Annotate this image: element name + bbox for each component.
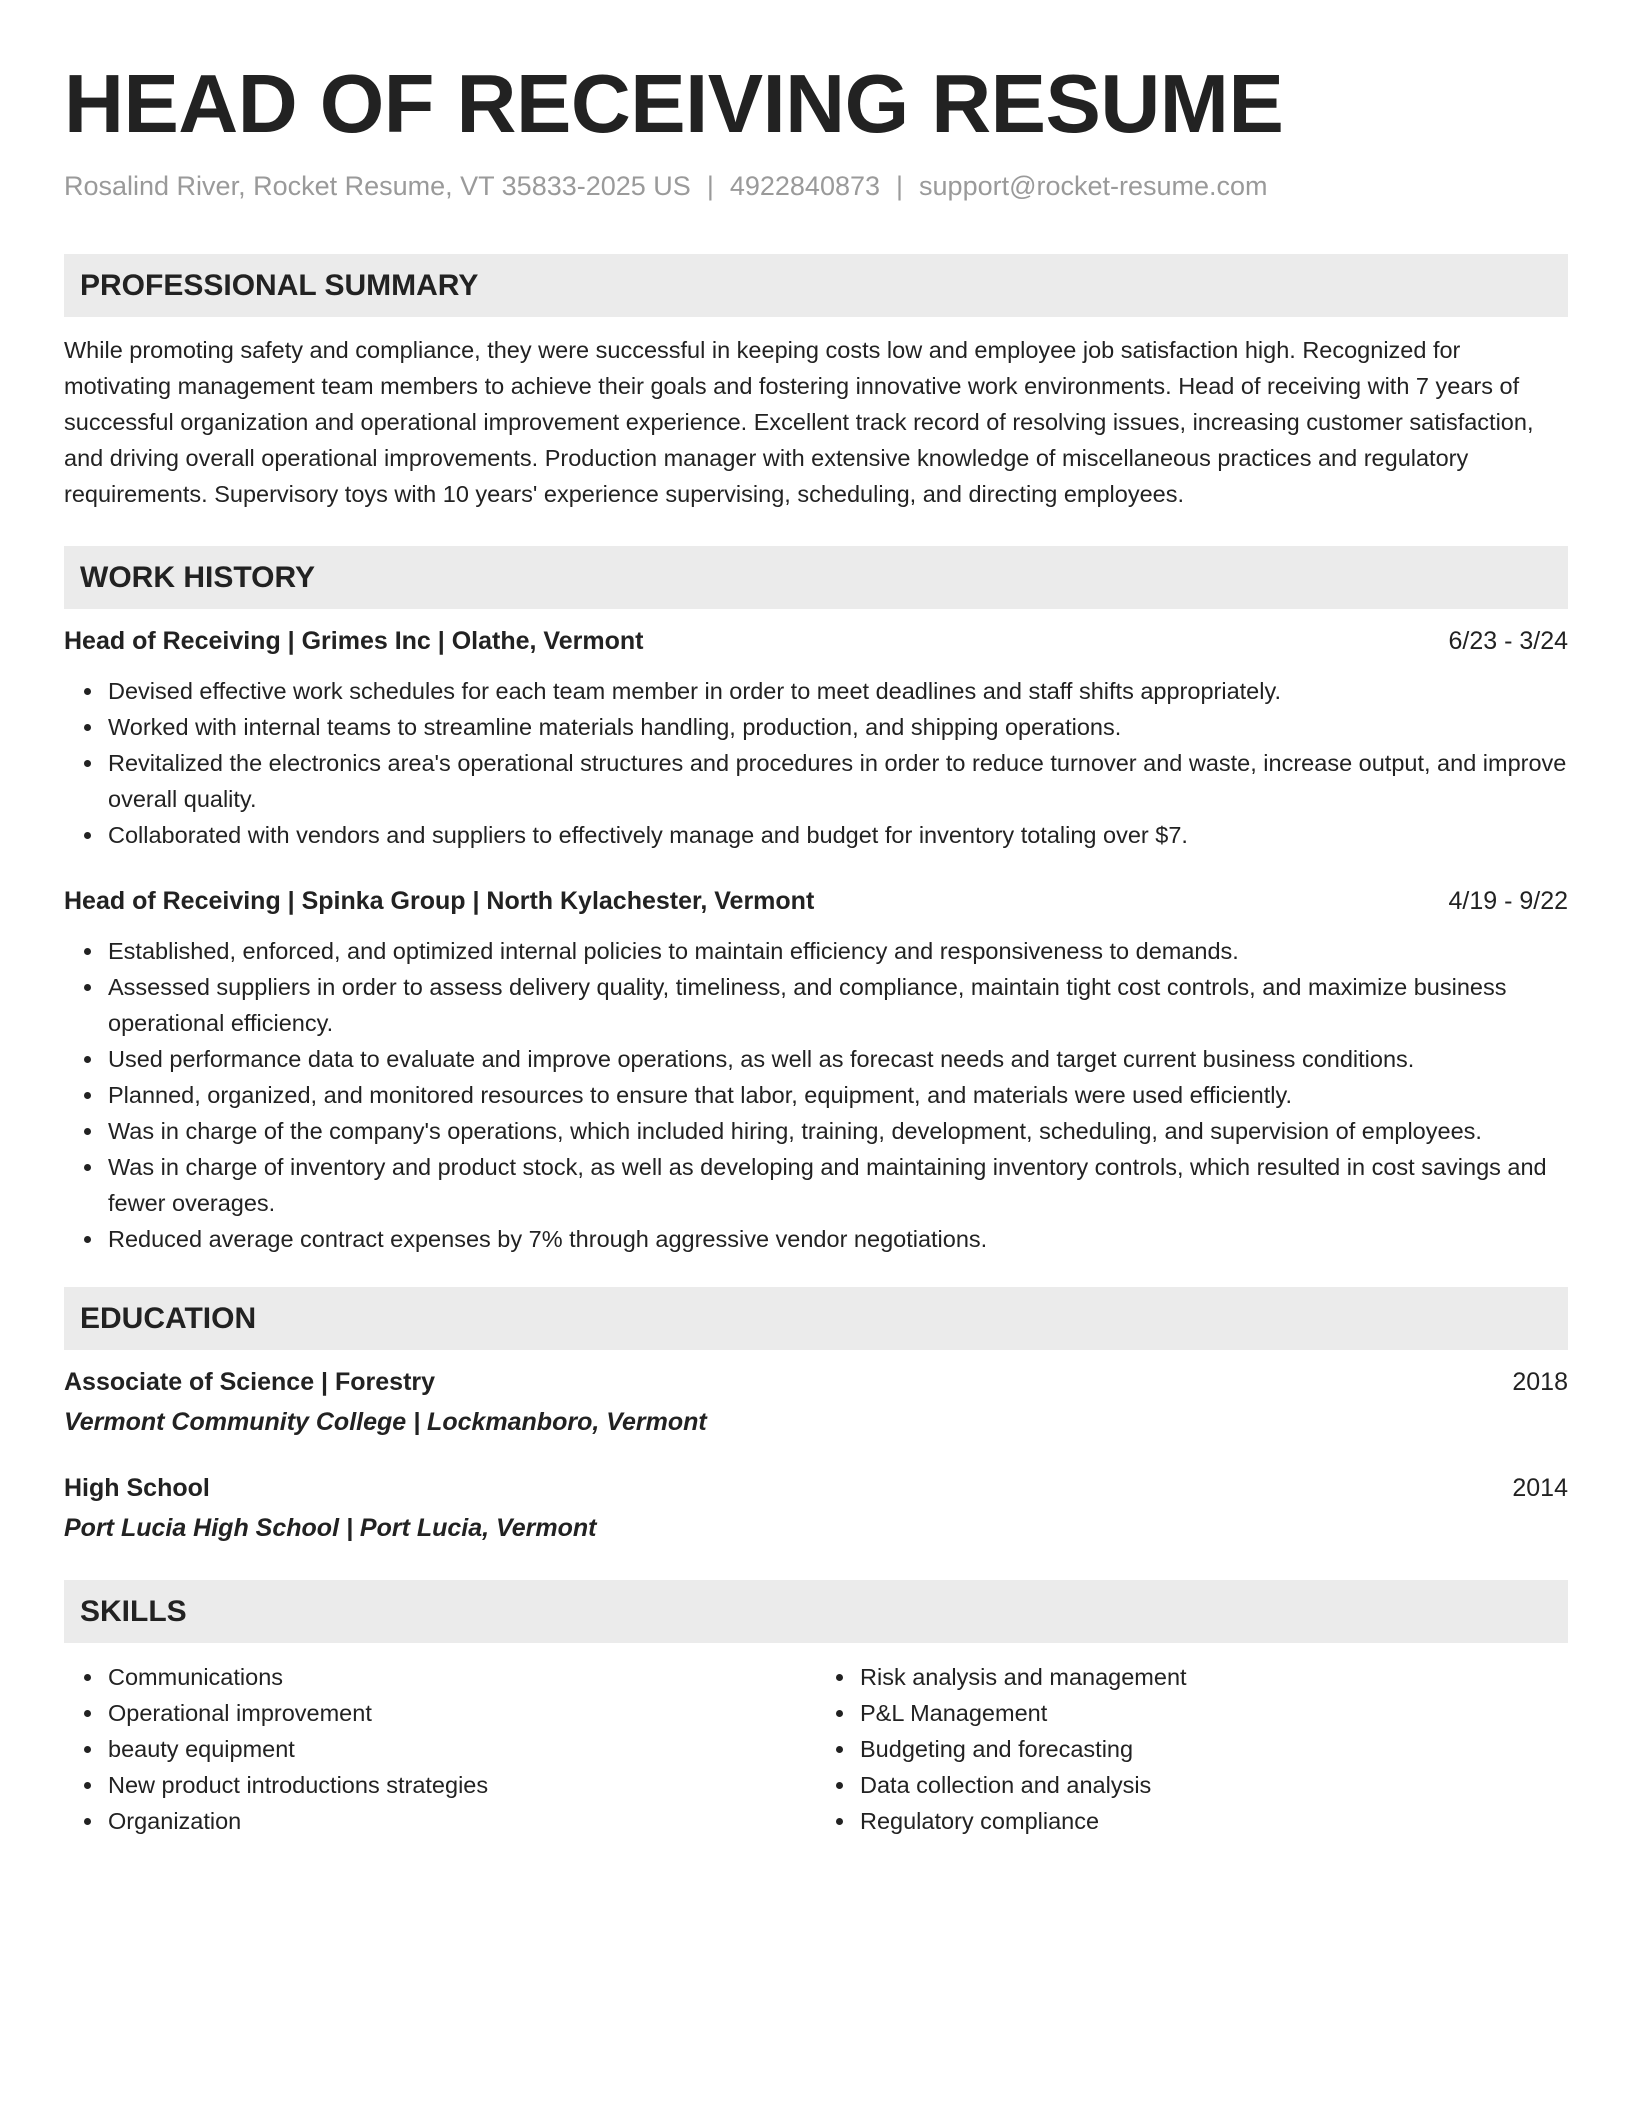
job-bullet (108, 1149, 1568, 1221)
contact-email: support@rocket-resume.com (919, 171, 1268, 201)
education-header (64, 1470, 1568, 1506)
section-header-education: EDUCATION (64, 1287, 1568, 1350)
bullet-dot (84, 1128, 91, 1135)
education-entry (64, 1470, 1568, 1546)
job-bullet-text: Used performance data to evaluate and improve operations, as well as forecast needs and target current business conditions. (108, 1046, 1415, 1072)
bullet-dot (836, 1746, 843, 1753)
skill-item (108, 1767, 816, 1803)
job-header (64, 883, 1568, 919)
education-header (64, 1364, 1568, 1400)
skill-text: Risk analysis and management (860, 1664, 1187, 1690)
education-school: Port Lucia High School | Port Lucia, Vermont (64, 1514, 597, 1542)
education-entry (64, 1364, 1568, 1440)
education-year: 2014 (1512, 1474, 1568, 1502)
contact-line (64, 168, 1568, 204)
education-year: 2018 (1512, 1368, 1568, 1396)
skill-text: Organization (108, 1808, 242, 1834)
skill-text: New product introductions strategies (108, 1772, 489, 1798)
job-bullet-text: Collaborated with vendors and suppliers to effectively manage and budget for inventory totaling over $7. (108, 822, 1188, 848)
page-title: HEAD OF RECEIVING RESUME (64, 57, 1284, 150)
skill-text: P&L Management (860, 1700, 1048, 1726)
job-bullet-text: Assessed suppliers in order to assess delivery quality, timeliness, and compliance, maintain tight cost controls, and maximize business operational efficiency. (108, 974, 1507, 1036)
job-bullet-text: Established, enforced, and optimized internal policies to maintain efficiency and responsiveness to demands. (108, 938, 1239, 964)
job-title: Head of Receiving | Grimes Inc | Olathe, Vermont (64, 627, 644, 655)
skill-item (860, 1731, 1568, 1767)
job-bullet (108, 673, 1568, 709)
job-bullet (108, 745, 1568, 817)
bullet-dot (84, 948, 91, 955)
job-dates: 4/19 - 9/22 (1448, 887, 1568, 915)
bullet-dot (84, 1746, 91, 1753)
job-bullet-text: Was in charge of inventory and product stock, as well as developing and maintaining inventory controls, which resulted in cost savings and fewer overages. (108, 1154, 1547, 1216)
bullet-dot (84, 1056, 91, 1063)
skill-text: Regulatory compliance (860, 1808, 1100, 1834)
job-bullet-text: Planned, organized, and monitored resources to ensure that labor, equipment, and materials were used efficiently. (108, 1082, 1292, 1108)
skill-item (860, 1767, 1568, 1803)
job-bullet (108, 1221, 1568, 1257)
skill-text: beauty equipment (108, 1736, 295, 1762)
skills-list (64, 1659, 816, 1839)
bullet-dot (84, 1818, 91, 1825)
bullet-dot (84, 1710, 91, 1717)
job-bullet-text: Reduced average contract expenses by 7% through aggressive vendor negotiations. (108, 1226, 988, 1252)
bullet-dot (84, 984, 91, 991)
bullet-dot (84, 1092, 91, 1099)
job-bullet-text: Devised effective work schedules for each team member in order to meet deadlines and staff shifts appropriately. (108, 678, 1281, 704)
skill-item (860, 1695, 1568, 1731)
bullet-dot (84, 760, 91, 767)
bullet-dot (84, 1674, 91, 1681)
education-school: Vermont Community College | Lockmanboro, Vermont (64, 1408, 707, 1436)
bullet-dot (84, 832, 91, 839)
section-header-summary: PROFESSIONAL SUMMARY (64, 254, 1568, 317)
job-bullet-text: Worked with internal teams to streamline materials handling, production, and shipping operations. (108, 714, 1122, 740)
contact-separator: | (706, 171, 714, 201)
section-header-skills: SKILLS (64, 1580, 1568, 1643)
job-entry (64, 623, 1568, 853)
bullet-dot (84, 1236, 91, 1243)
skills-grid (64, 1659, 1568, 1839)
job-bullet (108, 817, 1568, 853)
job-bullet-list (64, 933, 1568, 1257)
contact-address: Rosalind River, Rocket Resume, VT 35833-2025 US (64, 171, 691, 201)
skill-item (108, 1803, 816, 1839)
skills-column-left (64, 1659, 816, 1839)
skill-text: Budgeting and forecasting (860, 1736, 1134, 1762)
skill-text: Data collection and analysis (860, 1772, 1152, 1798)
bullet-dot (836, 1710, 843, 1717)
bullet-dot (84, 688, 91, 695)
skills-list (816, 1659, 1568, 1839)
job-dates: 6/23 - 3/24 (1448, 627, 1568, 655)
bullet-dot (84, 1782, 91, 1789)
skill-text: Operational improvement (108, 1700, 372, 1726)
job-bullet-text: Was in charge of the company's operations, which included hiring, training, development, scheduling, and supervision of employees. (108, 1118, 1482, 1144)
skill-item (108, 1659, 816, 1695)
bullet-dot (84, 1164, 91, 1171)
job-title: Head of Receiving | Spinka Group | North Kylachester, Vermont (64, 887, 815, 915)
job-entry (64, 883, 1568, 1257)
job-bullet (108, 709, 1568, 745)
skill-item (860, 1659, 1568, 1695)
job-bullet-list (64, 673, 1568, 853)
job-bullet-text: Revitalized the electronics area's operational structures and procedures in order to reduce turnover and waste, increase output, and improve overall quality. (108, 750, 1567, 812)
bullet-dot (836, 1674, 843, 1681)
bullet-dot (84, 724, 91, 731)
skill-item (108, 1731, 816, 1767)
summary-text: While promoting safety and compliance, they were successful in keeping costs low and employee job satisfaction high. Recognized for motivating management team members to achieve their goals and fostering innovative work environments. Head of receiving with 7 years of successful organization and operational improvement experience. Excellent track record of resolving issues, increasing customer satisfaction, and driving overall operational improvements. Production manager with extensive knowledge of miscellaneous practices and regulatory requirements. Supervisory toys with 10 years' experience supervising, scheduling, and directing employees. (64, 337, 1534, 507)
job-bullet (108, 933, 1568, 969)
job-bullet (108, 1113, 1568, 1149)
job-bullet (108, 1077, 1568, 1113)
education-degree: Associate of Science | Forestry (64, 1368, 436, 1396)
skill-item (108, 1695, 816, 1731)
skill-text: Communications (108, 1664, 284, 1690)
section-header-work-history: WORK HISTORY (64, 546, 1568, 609)
bullet-dot (836, 1782, 843, 1789)
job-bullet (108, 969, 1568, 1041)
education-degree: High School (64, 1474, 210, 1502)
job-header (64, 623, 1568, 659)
contact-phone: 4922840873 (729, 171, 881, 201)
skills-column-right (816, 1659, 1568, 1839)
skill-item (860, 1803, 1568, 1839)
job-bullet (108, 1041, 1568, 1077)
bullet-dot (836, 1818, 843, 1825)
contact-separator: | (896, 171, 904, 201)
